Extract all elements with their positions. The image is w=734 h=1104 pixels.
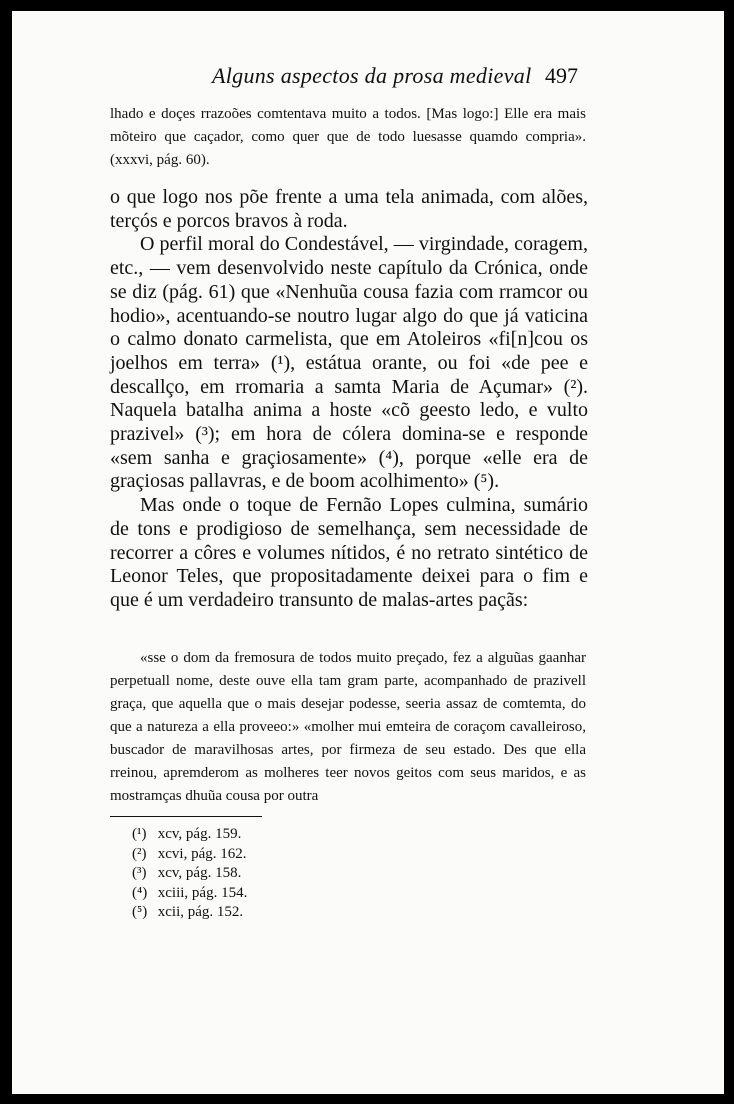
paragraph-1: o que logo nos põe frente a uma tela animada, com alões, terçós e porcos bravos à roda. [110, 186, 588, 232]
footnote-text: xcvi, pág. 162. [157, 845, 247, 862]
footnote [132, 903, 247, 923]
footnote-divider [110, 816, 262, 817]
footnote-text: xcv, pág. 159. [157, 826, 242, 842]
page-number: 497 [545, 63, 578, 88]
footnote [132, 825, 247, 845]
body-text [110, 186, 588, 613]
block-quote-bottom-text: «sse o dom da fremosura de todos muito preçado, fez a alguũas gaanhar perpetuall nome, deste ouve ella tam gram parte, acompanhado de prazivell graça, que aquella que o mais desejar podesse, seeria assaz de comtemta, do que a natureza a ella proveeo:» «molher mui emteira de coraçom cavalleiroso, buscador de maravilhosas artes, por firmeza de seu estado. Des que ella rreinou, apremderom as molheres teer novos geitos com seus maridos, e as mostramças dhuũa cousa por outra [110, 650, 586, 804]
block-quote-bottom [110, 647, 586, 808]
paragraph-2: O perfil moral do Condestável, — virgindade, coragem, etc., — vem desenvolvido neste capítulo da Crónica, onde se diz (pág. 61) que «Nenhuũa cousa fazia com rramcor ou hodio», acentuando-se noutro lugar algo do que já vaticina o calmo donato carmelista, que em Atoleiros «fi[n]cou os joelhos em terra» (¹), estátua orante, ou foi «de pee e descallço, em rromaria a samta Maria de Açumar» (²). Naquela batalha anima a hoste «cõ geesto ledo, e vulto prazivel» (³); em hora de cólera domina-se e responde «sem sanha e graçiosamente» (⁴), porque «elle era de graçiosas pallavras, e de boom acolhimento» (⁵). [110, 233, 588, 493]
footnotes [132, 825, 247, 923]
running-title: Alguns aspectos da prosa medieval [212, 63, 532, 88]
page [12, 11, 724, 1094]
footnote-mark: (⁴) [132, 884, 148, 901]
block-quote-top: lhado e doçes rrazoões comtentava muito a todos. [Mas logo:] Elle era mais mõteiro que caçador, como quer que de todo luesasse quamdo compria». (xxxvi, pág. 60). [110, 106, 586, 168]
footnote-mark: (¹) [132, 826, 147, 842]
footnote [132, 845, 247, 865]
footnote [132, 864, 247, 884]
footnote-mark: (⁵) [132, 904, 148, 920]
footnote [132, 884, 247, 904]
footnote-text: xcii, pág. 152. [157, 904, 244, 920]
paragraph-3: Mas onde o toque de Fernão Lopes culmina, sumário de tons e prodigioso de semelhança, sem necessidade de recorrer a côres e volumes nítidos, é no retrato sintético de Leonor Teles, que propositadamente deixei para o fim e que é um verdadeiro transunto de malas-artes paçãs: [110, 494, 588, 611]
footnote-text: xciii, pág. 154. [157, 884, 248, 901]
footnote-text: xcv, pág. 158. [157, 865, 242, 881]
footnote-mark: (³) [132, 865, 147, 881]
footnote-mark: (²) [132, 845, 147, 862]
